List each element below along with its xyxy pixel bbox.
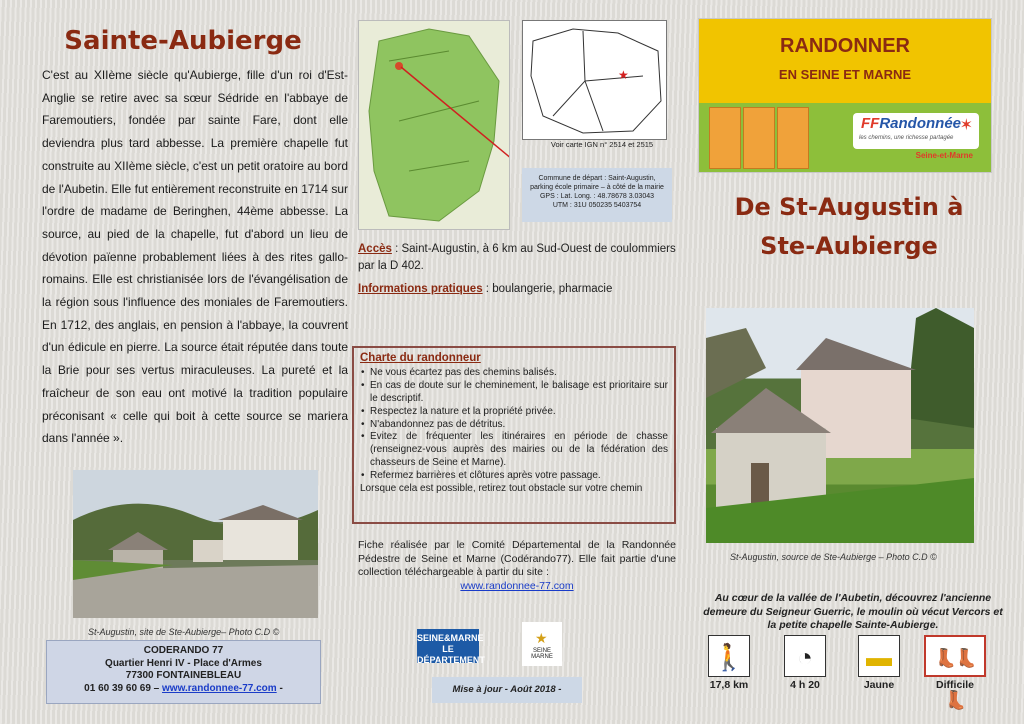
paint-pot-icon: ▬ xyxy=(858,635,900,677)
hiker-charter xyxy=(352,346,676,524)
difficulty-value: Difficile xyxy=(936,679,974,691)
photo-caption: St-Augustin, site de Ste-Aubierge– Photo C.D © xyxy=(88,627,280,637)
charter-item: • Ne vous écartez pas des chemins balisés. xyxy=(370,367,668,380)
contact-phone: 01 60 39 60 69 – xyxy=(84,682,160,694)
duration-stat xyxy=(780,635,830,691)
update-date: Mise à jour - Août 2018 - xyxy=(432,677,582,703)
guidebooks-image xyxy=(709,107,819,169)
charter-item: • En cas de doute sur le cheminement, le balisage est prioritaire sur le descriptif. xyxy=(370,380,668,406)
start-info-box xyxy=(522,168,672,222)
access-info xyxy=(358,241,676,275)
contact-box xyxy=(46,640,321,704)
practical-info xyxy=(358,283,676,295)
ffr-dept: Seine-et-Marne xyxy=(915,151,973,160)
ffrandonnee-logo xyxy=(853,113,979,160)
start-commune: Commune de départ : Saint-Augustin, xyxy=(538,175,656,182)
charter-item: • Refermez barrières et clôtures après votre passage. xyxy=(370,470,668,483)
star-icon: ★ xyxy=(535,630,548,646)
ffr-name-a: FF xyxy=(861,115,880,132)
charter-title: Charte du randonneur xyxy=(360,352,481,364)
panel-practical xyxy=(352,12,682,712)
svg-text:★: ★ xyxy=(618,68,629,82)
fiche-credit xyxy=(358,539,676,593)
ffr-slogan: les chemins, une richesse partagée xyxy=(859,135,954,141)
route-description: Au cœur de la vallée de l'Aubetin, découvrez l'ancienne demeure du Seigneur Guerric, le moulin où vécut Vercors et la petite chapelle Sainte-Aubierge. xyxy=(703,592,1003,632)
practical-text: : boulangerie, pharmacie xyxy=(482,283,613,295)
route-map xyxy=(358,20,510,230)
route-title-line2: Ste-Aubierge xyxy=(760,232,938,260)
fiche-website-link[interactable]: www.randonnee-77.com xyxy=(460,579,574,592)
ffr-name-b: Randonnée xyxy=(879,115,962,132)
boots-icon: 👢👢👢 xyxy=(924,635,986,677)
start-utm: UTM : 31U 050235 5403754 xyxy=(552,202,642,209)
start-gps: GPS : Lat. Long. : 48.78678 3.03043 xyxy=(539,193,655,200)
marking-value: Jaune xyxy=(863,679,895,691)
randonner-banner xyxy=(698,18,992,173)
charter-item: • Evitez de fréquenter les itinéraires en période de chasse (renseignez-vous auprès des mairies ou de la fédération des chasseurs de Seine et Marne). xyxy=(370,431,668,470)
map-note: Voir carte IGN n° 2514 et 2515 xyxy=(550,140,654,149)
charter-item: • N'abandonnez pas de détritus. xyxy=(370,419,668,432)
contact-city: 77300 FONTAINEBLEAU xyxy=(125,670,242,681)
difficulty-stat xyxy=(920,635,990,710)
fiche-text: Fiche réalisée par le Comité Départemental de la Randonnée Pédestre de Seine et Marne (Codérando77). Elle fait partie d'une collection téléchargeable à partir du site : xyxy=(358,539,676,578)
contact-org: CODERANDO 77 xyxy=(143,645,224,656)
distance-value: 17,8 km xyxy=(709,679,749,691)
banner-subtitle: EN SEINE ET MARNE xyxy=(778,67,912,82)
panel-history xyxy=(18,12,348,712)
cover-photo-caption: St-Augustin, source de Ste-Aubierge – Photo C.D © xyxy=(730,552,937,562)
banner-title: RANDONNER xyxy=(780,35,910,57)
route-title-line1: De St-Augustin à xyxy=(734,193,964,221)
tourism-logo xyxy=(522,622,562,666)
region-map xyxy=(522,20,667,140)
distance-stat xyxy=(704,635,754,691)
start-parking: parking école primaire – à côté de la mairie xyxy=(530,184,664,191)
history-title: Sainte-Aubierge xyxy=(64,26,302,56)
contact-trailing: - xyxy=(279,682,283,694)
contact-website-link[interactable]: www.randonnee-77.com xyxy=(162,682,277,694)
chapel-site-photo xyxy=(73,470,318,618)
charter-item: • Respectez la nature et la propriété privée. xyxy=(370,406,668,419)
duration-value: 4 h 20 xyxy=(790,679,820,691)
contact-address: Quartier Henri IV - Place d'Armes xyxy=(105,657,262,669)
marking-stat xyxy=(854,635,904,691)
hiker-icon: 🚶 xyxy=(708,635,750,677)
panel-cover xyxy=(690,12,1008,712)
clock-icon: ◔ xyxy=(784,635,826,677)
seine-marne-logo: SEINE&MARNE LE DÉPARTEMENT xyxy=(417,629,479,663)
tourism-logo-text: SEINE MARNE xyxy=(531,648,553,660)
chapel-source-photo xyxy=(706,308,974,543)
access-text: : Saint-Augustin, à 6 km au Sud-Ouest de coulommiers par la D 402. xyxy=(358,243,676,272)
route-title xyxy=(690,188,1008,266)
practical-label: Informations pratiques xyxy=(358,283,483,295)
walker-icon: ✶ xyxy=(959,117,973,134)
access-label: Accès xyxy=(358,243,392,255)
history-text: C'est au XIIème siècle qu'Aubierge, fille d'un roi d'Est-Anglie se retire avec sa sœur Sédride en l'abbaye de Faremoutiers, fondée par sainte Fare, dont elle deviendra plus tard abbesse. La première chapelle fut construite au XIIème siècle, c'est un petit oratoire au bord de l'Aubetin. Elle fut entièrement reconstruite en 1714 sur l'ordre de madame de Beringhen, 44ème abbesse. La source, au pied de la chapelle, fut d'abord un lieu de dévotion païenne probablement liées à des rites gallo-romains. Elle est christianisée lors de l'évangélisation de la région sous l'influence des moniales de Faremoutiers. En 1712, des anglais, en pension à l'abbaye, la couvrent d'un édicule en pierre. La source était réputée dans toute la Brie pour ses vertus miraculeuses. La pureté et la fraîcheur de son eau ont motivé la tradition populaire préconisant « celle qui boit à cette source se mariera dans l'année ». xyxy=(42,68,348,446)
charter-footer: Lorsque cela est possible, retirez tout obstacle sur votre chemin xyxy=(360,483,643,495)
